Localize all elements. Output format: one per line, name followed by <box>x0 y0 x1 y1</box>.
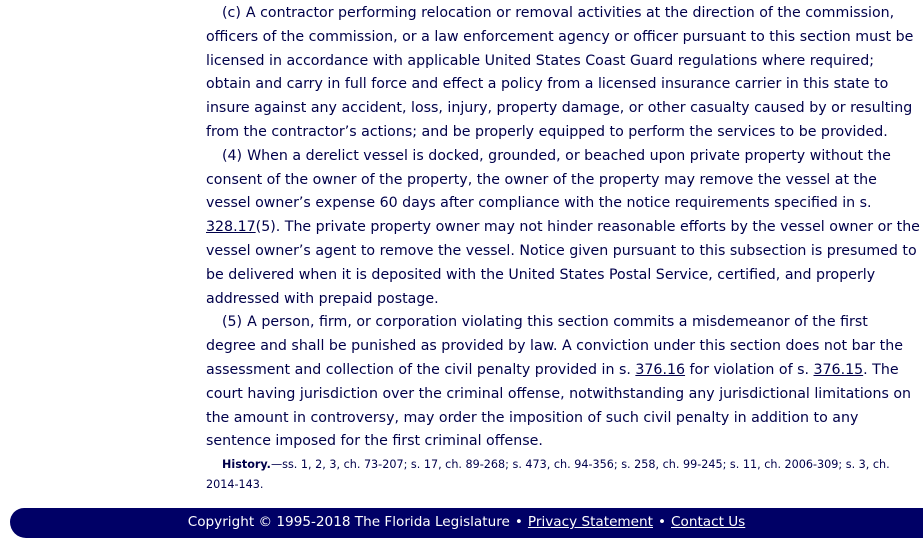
subsection-4 <box>206 145 922 312</box>
statute-link-376-16[interactable]: 376.16 <box>635 361 686 378</box>
subsection-4-text-b: (5). The private property owner may not hinder reasonable efforts by the vessel owner or the vessel owner’s agent to remove the vessel. Notice given pursuant to this subsection is presumed to be delivered when it is deposited with the United States Postal Service, certified, and properly addressed with prepaid postage. <box>206 219 920 307</box>
paragraph-c-text: A contractor performing relocation or removal activities at the direction of the commission, officers of the commission, or a law enforcement agency or officer pursuant to this section must be licensed in accordance with applicable United States Coast Guard regulations where required; obtain and carry in full force and effect a policy from a licensed insurance carrier in this state to insure against any accident, loss, injury, property damage, or other casualty caused by or resulting from the contractor’s actions; and be properly equipped to perform the services to be provided. <box>206 5 914 140</box>
history-note <box>206 454 922 495</box>
statute-link-376-15[interactable]: 376.15 <box>813 361 864 378</box>
subsection-5 <box>206 311 922 454</box>
footer-separator: • <box>514 514 523 530</box>
site-footer <box>10 508 923 538</box>
paragraph-c-label: (c) <box>222 5 241 21</box>
copyright-text: Copyright © 1995-2018 The Florida Legislature <box>187 514 510 530</box>
statute-content <box>206 2 922 495</box>
paragraph-c <box>206 2 922 145</box>
contact-us-link[interactable]: Contact Us <box>671 514 746 530</box>
subsection-5-text-b: for violation of s. <box>685 361 814 378</box>
statute-link-328-17[interactable]: 328.17 <box>206 219 256 236</box>
subsection-4-label: (4) <box>222 147 243 164</box>
footer-separator: • <box>657 514 667 530</box>
subsection-5-text-c: . The court having jurisdiction over the criminal offense, notwithstanding any jurisdictional limitations on the amount in controversy, may order the imposition of such civil penalty in addition to any sentence imposed for the first criminal offense. <box>206 361 912 450</box>
privacy-statement-link[interactable]: Privacy Statement <box>527 514 653 530</box>
subsection-5-text-a: A person, firm, or corporation violating this section commits a misdemeanor of the first degree and shall be punished as provided by law. A conviction under this section does not bar the assessment and collection of the civil penalty provided in s. <box>206 314 903 378</box>
history-label: History. <box>222 458 271 472</box>
history-text: —ss. 1, 2, 3, ch. 73-207; s. 17, ch. 89-268; s. 473, ch. 94-356; s. 258, ch. 99-245; s. 11, ch. 2006-309; s. 3, ch. 2014-143. <box>206 458 890 492</box>
subsection-5-label: (5) <box>222 314 243 331</box>
subsection-4-text-a: When a derelict vessel is docked, grounded, or beached upon private property without the consent of the owner of the property, the owner of the property may remove the vessel at the vessel owner’s expense 60 days after compliance with the notice requirements specified in s. <box>206 147 891 212</box>
